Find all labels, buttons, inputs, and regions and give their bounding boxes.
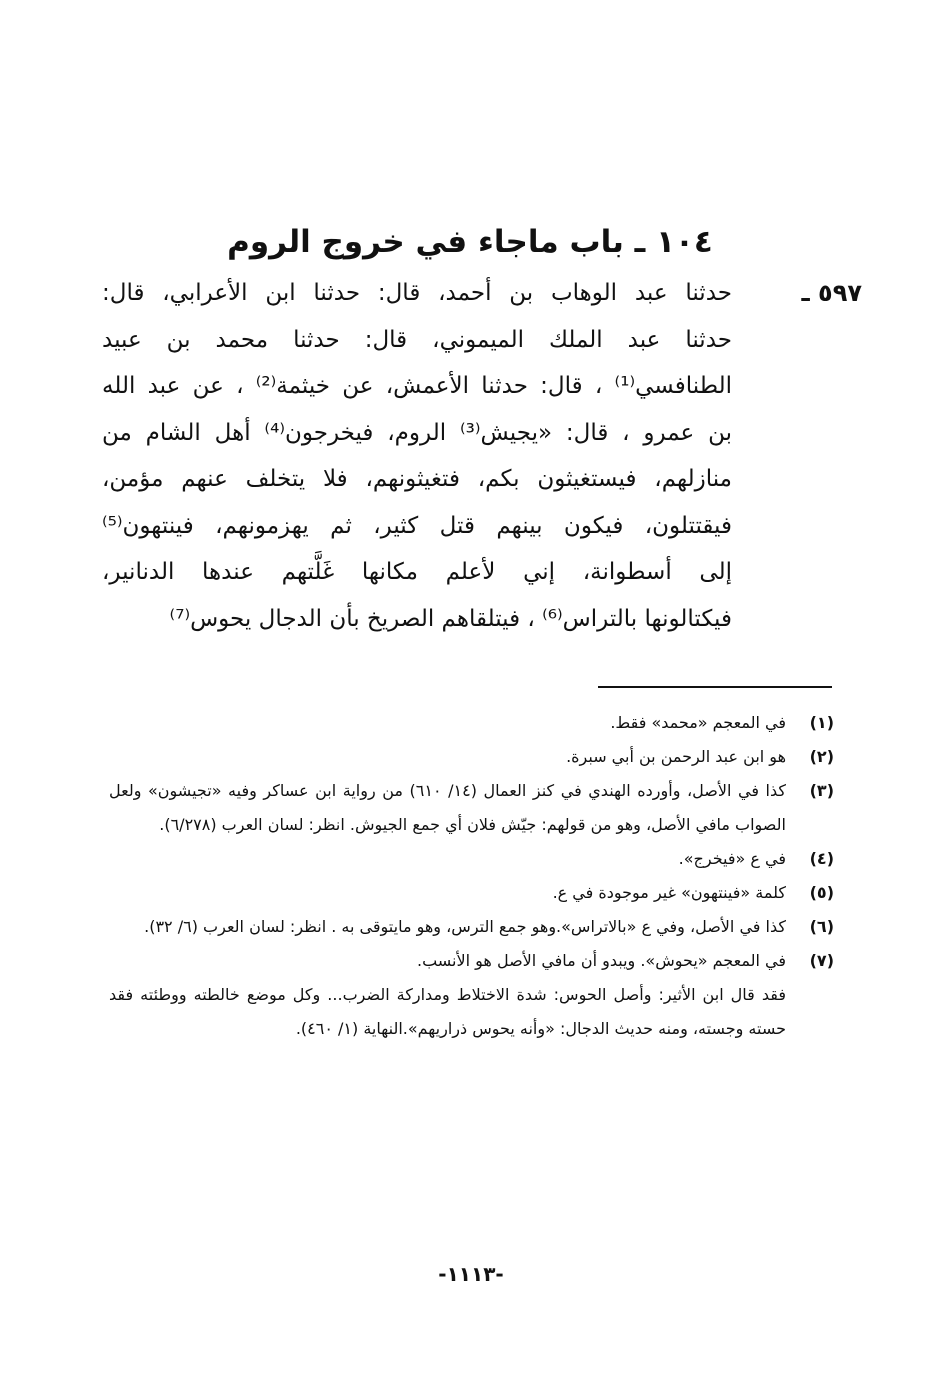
footnote-continuation: فقد قال ابن الأثير: وأصل الحوس: شدة الاختلاط ومداركة الضرب... وكل موضع خالطته ووطئته فقد حسته وجسته، ومنه حديث الدجال: «وأنه يحوس ذراريهم».النهاية (١/ ٤٦٠). (109, 985, 786, 1038)
footnote-marker: (٦) (809, 917, 834, 936)
footnote-marker: (٧) (809, 951, 834, 970)
footnote-text: في المعجم «محمد» فقط. (610, 713, 786, 732)
hadith-line: حدثنا عبد الملك الميموني، قال: حدثنا محمد بن عبيد (102, 326, 732, 353)
footnote (109, 944, 834, 978)
chapter-title: ١٠٤ ـ باب ماجاء في خروج الروم (227, 224, 713, 260)
footnote (109, 774, 834, 842)
footnote (109, 910, 834, 944)
hadith-text (102, 270, 732, 642)
footnote (109, 740, 834, 774)
footnotes-list (109, 706, 834, 1046)
footnote-marker: (٥) (809, 883, 834, 902)
hadith-line: بن عمرو ، قال: «يجيش⁽³⁾ الروم، فيخرجون⁽⁴⁾ أهل الشام من (102, 419, 732, 446)
footnote-separator (598, 686, 832, 688)
page-number: -١١١٣- (438, 1262, 504, 1286)
footnote (109, 876, 834, 910)
hadith-line: منازلهم، فيستغيثون بكم، فتغيثونهم، فلا يتخلف عنهم مؤمن، (102, 466, 732, 492)
footnote-text: كذا في الأصل، وأورده الهندي في كنز العمال (١٤/ ٦١٠) من رواية ابن عساكر وفيه «تجيشون» ولعل الصواب مافي الأصل، وهو من قولهم: جيّش فلان أي جمع الجيوش. انظر: لسان العرب (٦/٢٧٨). (109, 781, 787, 834)
footnote-marker: (٢) (809, 747, 834, 766)
hadith-line: فيقتتلون، فيكون بينهم قتل كثير، ثم يهزمونهم، فينتهون⁽⁵⁾ (102, 512, 732, 539)
footnote (109, 706, 834, 740)
footnote-text: في ع «فيخرج». (678, 849, 786, 868)
footnote-text: كذا في الأصل، وفي ع «بالاتراس».وهو جمع الترس، وهو مايتوقى به . انظر: لسان العرب (٦/ ٣٢). (144, 917, 786, 936)
footnote-text: كلمة «فينتهون» غير موجودة في ع. (552, 883, 786, 902)
hadith-line: إلى أسطوانة، إني لأعلم مكانها غَلَّتهم عندها الدنانير، (102, 559, 732, 585)
hadith-line: الطنافسي⁽¹⁾ ، قال: حدثنا الأعمش، عن خيثمة⁽²⁾ ، عن عبد الله (102, 373, 732, 399)
hadith-line: حدثنا عبد الوهاب بن أحمد، قال: حدثنا ابن الأعرابي، قال: (102, 280, 732, 306)
footnote (109, 842, 834, 876)
hadith-line: فيكتالونها بالتراس⁽⁶⁾ ، فيتلقاهم الصريخ بأن الدجال يحوس⁽⁷⁾ (169, 605, 732, 632)
footnote-text: هو ابن عبد الرحمن بن أبي سبرة. (566, 747, 786, 766)
footnote-marker: (١) (809, 713, 834, 732)
footnote-marker: (٣) (809, 781, 834, 800)
footnote-marker: (٤) (809, 849, 834, 868)
hadith-number: ٥٩٧ ـ (801, 279, 862, 307)
footnote-text: في المعجم «يحوش». ويبدو أن مافي الأصل هو الأنسب. (416, 951, 786, 970)
